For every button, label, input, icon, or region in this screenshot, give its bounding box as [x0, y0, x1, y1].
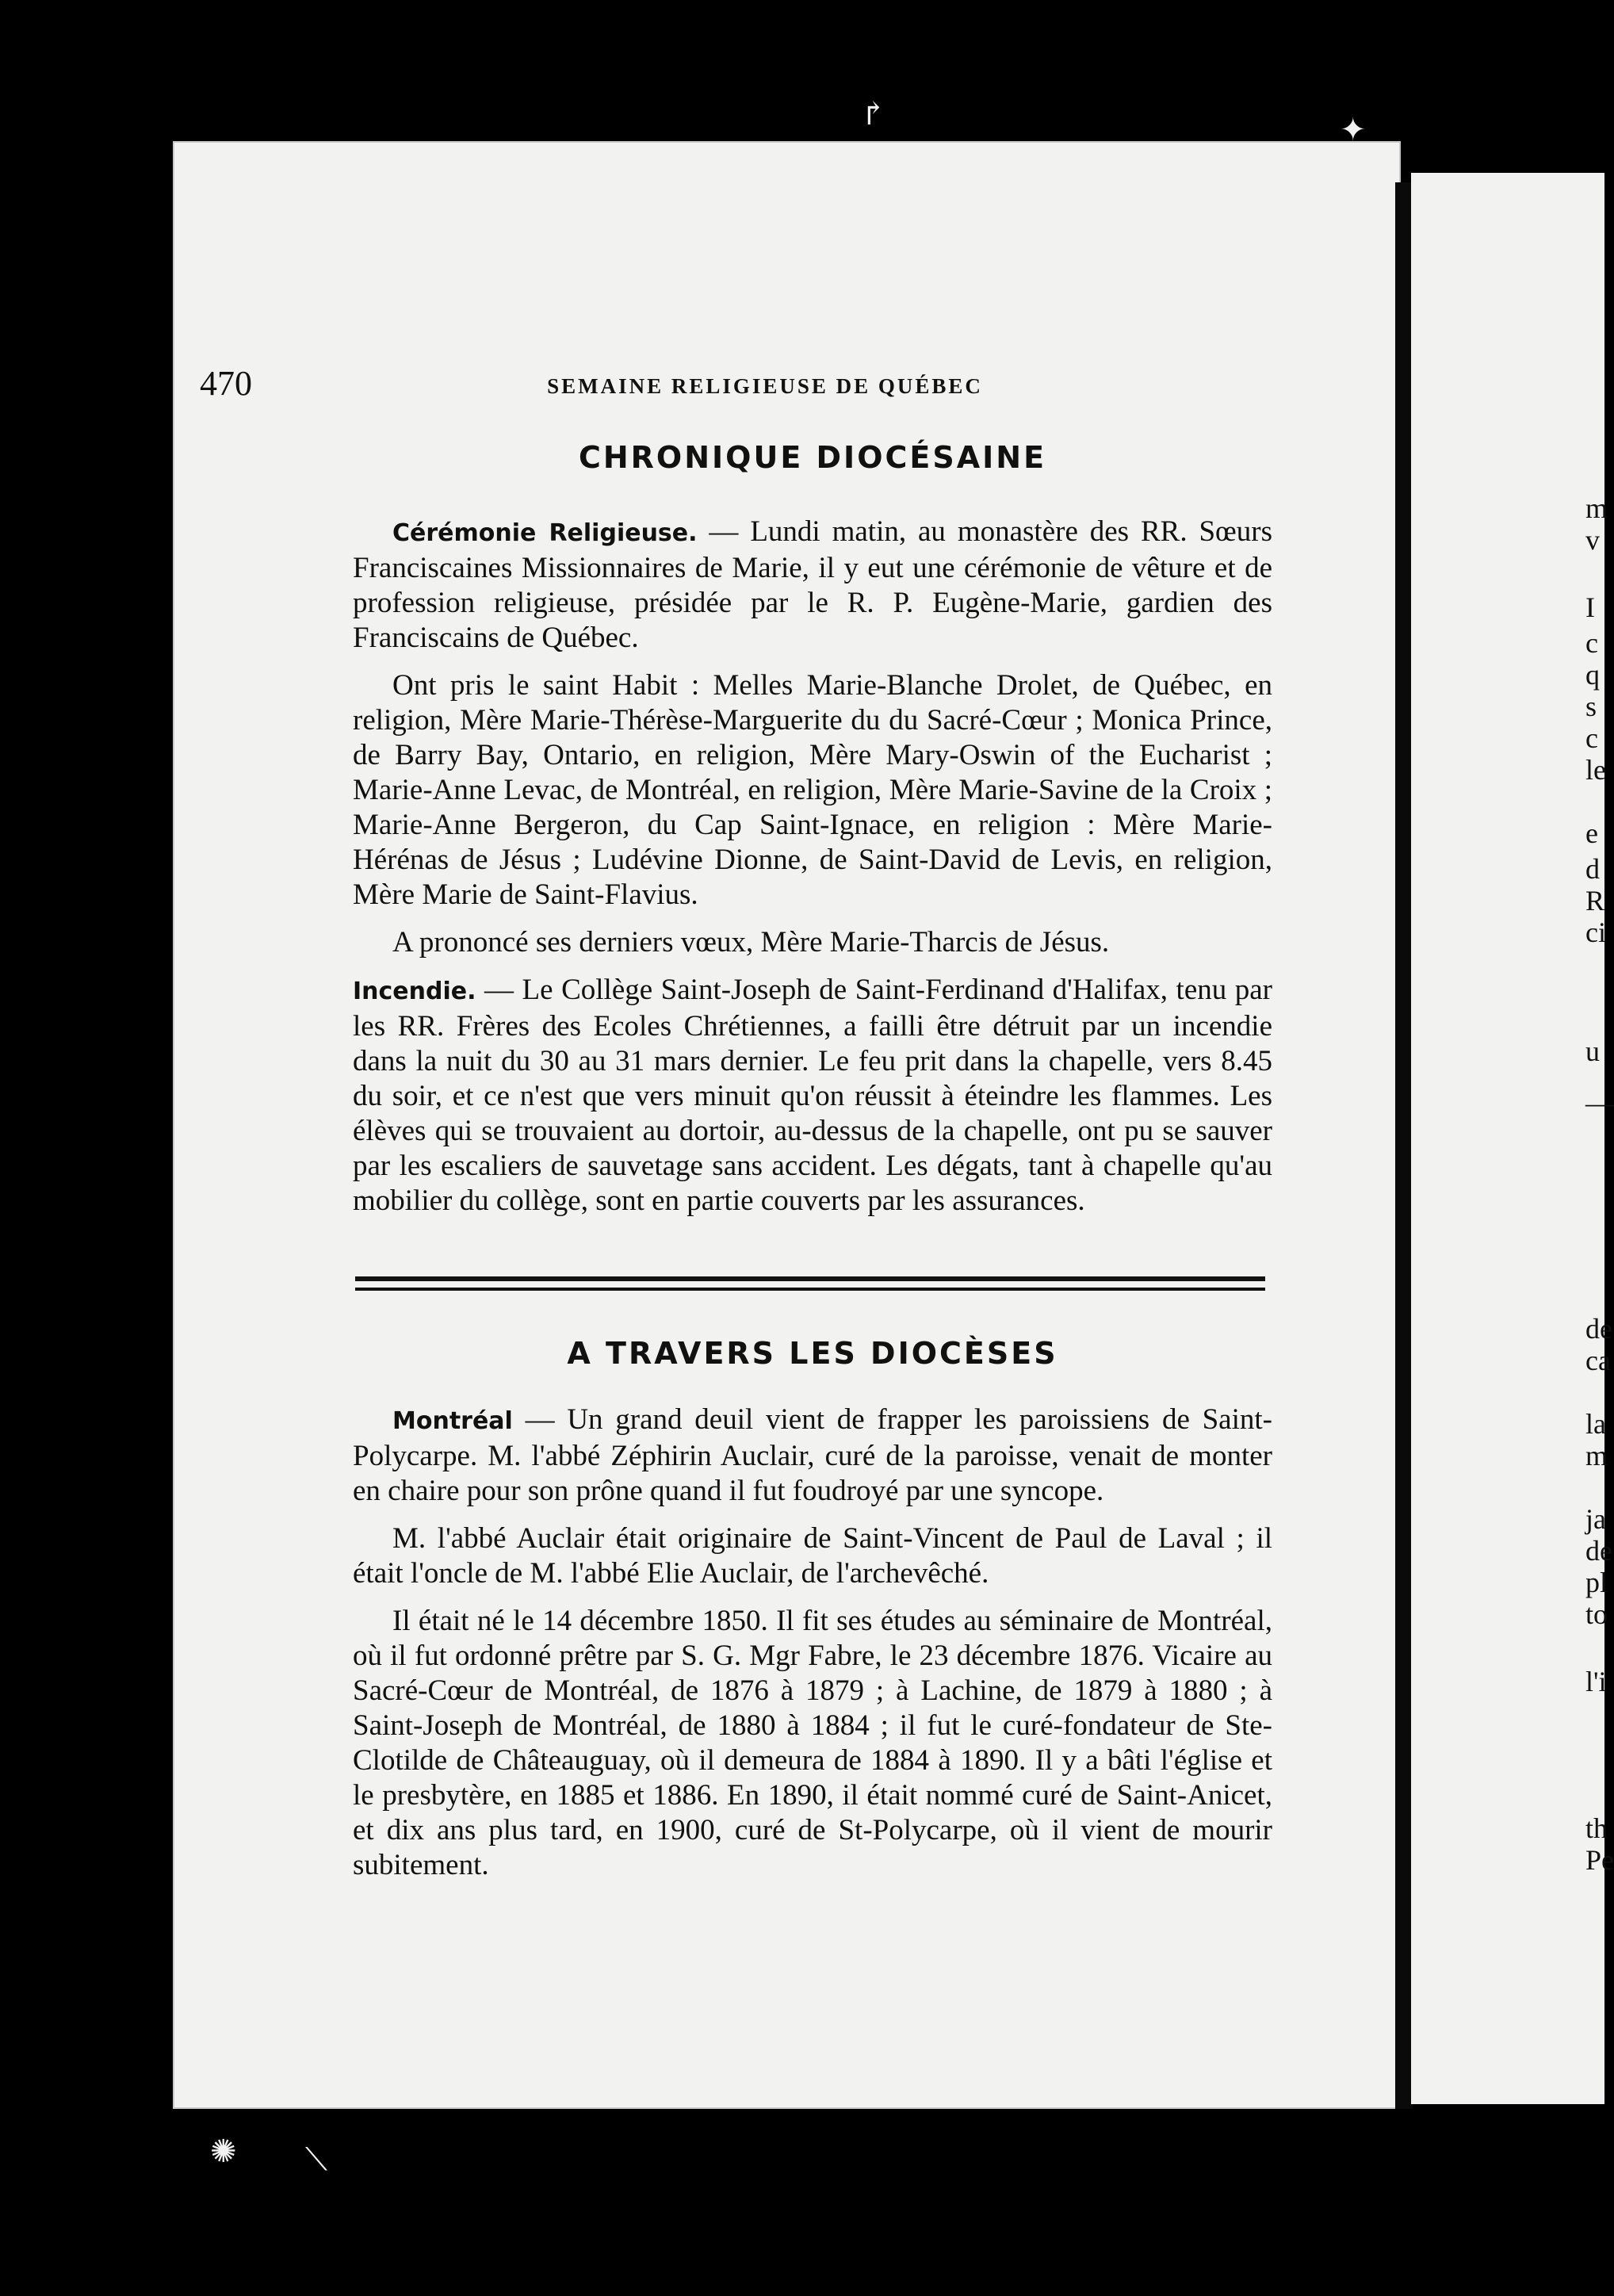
running-head: SEMAINE RELIGIEUSE DE QUÉBEC: [547, 374, 983, 398]
section-title-diocese: A TRAVERS LES DIOCÈSES: [567, 1336, 1058, 1371]
paragraph-origin: M. l'abbé Auclair était originaire de Saint-Vincent de Paul de Laval ; il était l'oncle de M. l'abbé Elie Auclair, de l'archevêché.: [353, 1522, 1272, 1590]
page-number: 470: [200, 364, 252, 403]
paragraph-incendie: Incendie. — Le Collège Saint-Joseph de Saint-Ferdinand d'Halifax, tenu par les RR. Frères des Ecoles Chrétiennes, a failli être détruit par un incendie dans la nuit du 30 au 31 mars dernier. Le feu prit dans la chapelle, vers 8.45 du soir, et ce n'est que vers minuit qu'on réussit à éteindre les flammes. Les élèves qui se trouvaient au dortoir, au-dessus de la chapelle, ont pu se sauver par les escaliers de sauvetage sans accident. Les dégats, tant à chapelle qu'au mobilier du collège, sont en partie couverts par les assurances.: [353, 974, 1272, 1217]
right-page: [1411, 173, 1604, 2104]
paragraph-voeux: A prononcé ses derniers vœux, Mère Marie-Tharcis de Jésus.: [392, 926, 1110, 959]
page-gutter: [1395, 182, 1413, 2109]
double-rule-top: [355, 1276, 1265, 1281]
scan-speck-icon: ✺: [210, 2133, 237, 2169]
section-chronique: [353, 440, 1272, 1231]
section-diocese: [353, 1336, 1272, 1896]
scan-speck-icon: ↱: [860, 96, 887, 132]
scan-speck-icon: ⟍: [305, 2141, 327, 2177]
section-title-chronique: CHRONIQUE DIOCÉSAINE: [578, 440, 1047, 475]
paragraph-biography: Il était né le 14 décembre 1850. Il fit ses études au séminaire de Montréal, où il fut ordonné prêtre par S. G. Mgr Fabre, le 23 décembre 1876. Vicaire au Sacré-Cœur de Montréal, de 1876 à 1879 ; à Lachine, de 1879 à 1880 ; à Saint-Joseph de Montréal, de 1880 à 1884 ; il fut le curé-fondateur de Ste-Clotilde de Châteauguay, où il demeura de 1884 à 1890. Il y a bâti l'église et le presbytère, en 1885 et 1886. En 1890, il était nommé curé de Saint-Anicet, et dix ans plus tard, en 1900, curé de St-Polycarpe, où il vient de mourir subitement.: [353, 1605, 1272, 1881]
paragraph-montreal: Montréal — Un grand deuil vient de frapper les paroissiens de Saint-Polycarpe. M. l'abbé Zéphirin Auclair, curé de la paroisse, venait de monter en chaire pour son prône quand il fut foudroyé par une syncope.: [353, 1403, 1272, 1507]
paragraph-habit: Ont pris le saint Habit : Melles Marie-Blanche Drolet, de Québec, en religion, Mère Marie-Thérèse-Marguerite du du Sacré-Cœur ; Monica Prince, de Barry Bay, Ontario, en religion, Mère Mary-Oswin of the Eucharist ; Marie-Anne Levac, de Montréal, en religion, Mère Marie-Savine de la Croix ; Marie-Anne Bergeron, du Cap Saint-Ignace, en religion : Mère Marie-Hérénas de Jésus ; Ludévine Dionne, de Saint-David de Levis, en religion, Mère Marie de Saint-Flavius.: [353, 669, 1272, 911]
paragraph-ceremonie: Cérémonie Religieuse. — Lundi matin, au monastère des RR. Sœurs Franciscaines Missionnaires de Marie, il y eut une cérémonie de vêture et de profession religieuse, présidée par le R. P. Eugène-Marie, gardien des Franciscains de Québec.: [353, 515, 1272, 654]
double-rule-bottom: [355, 1288, 1265, 1291]
scan-speck-icon: ✦: [1340, 112, 1367, 147]
